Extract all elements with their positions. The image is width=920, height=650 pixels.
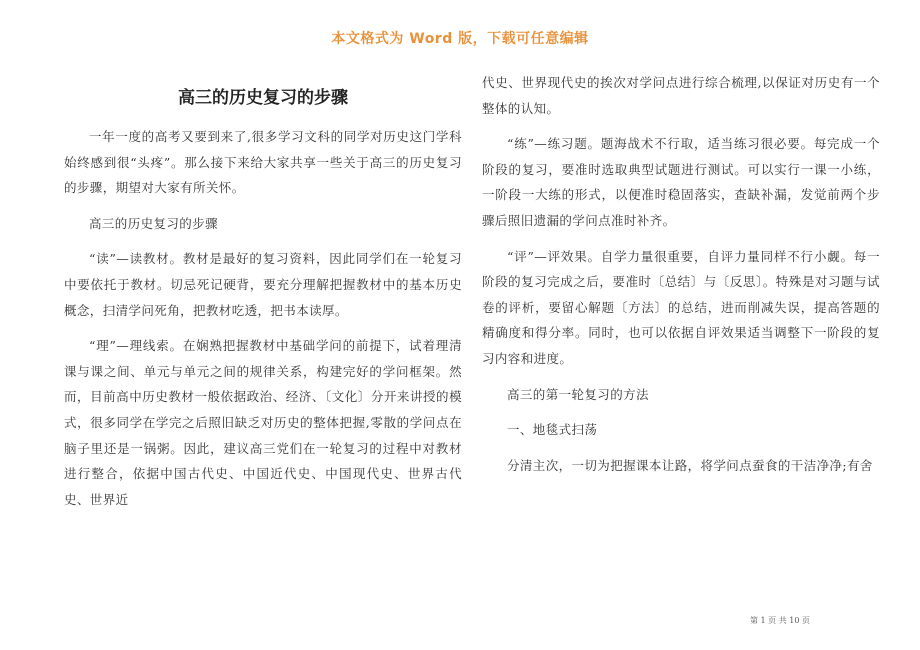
section-heading-steps: 高三的历史复习的步骤 [89, 215, 219, 231]
paragraph-carpet-sweep: 分清主次，一切为把握课本让路，将学问点蚕食的干洁净净;有舍 [507, 457, 873, 473]
page-number: 第 1 页 共 10 页 [750, 616, 810, 625]
paragraph-practice: “练”—练习题。题海战术不行取，适当练习很必要。每完成一个阶段的复习，要准时选取典型试题进行测试。可以实行一课一小练，一阶段一大练的形式，以便准时稳固落实，查缺补漏，发觉前两个步骤后照旧遗漏的学问点准时补齐。 [482, 136, 880, 228]
left-column [64, 70, 462, 512]
right-column [482, 70, 880, 478]
paragraph-organize: “理”—理线索。在娴熟把握教材中基础学问的前提下，试着理清课与课之间、单元与单元之间的规律关系，构建完好的学问框架。然而，目前高中历史教材一般依据政治、经济、〔文化〕分开来讲授的模式，很多同学在学完之后照旧缺乏对历史的整体把握,零散的学问点在脑子里还是一锅粥。因此，建议高三党们在一轮复习的过程中对教材进行整合，依据中国古代史、中国近代史、中国现代史、世界古代史、世界近 [64, 338, 462, 507]
intro-paragraph: 一年一度的高考又要到来了,很多学习文科的同学对历史这门学科始终感到很“头疼”。那么接下来给大家共享一些关于高三的历史复习的步骤，期望对大家有所关怀。 [64, 129, 462, 196]
paragraph-evaluate: “评”—评效果。自学力量很重要，自评力量同样不行小觑。每一阶段的复习完成之后，要准时〔总结〕与〔反思〕。特殊是对习题与试卷的评析，要留心解题〔方法〕的总结，进而削减失误，提高答题的精确度和得分率。同时，也可以依据自评效果适当调整下一阶段的复习内容和进度。 [482, 248, 880, 366]
section-heading-first-round: 高三的第一轮复习的方法 [507, 386, 649, 402]
subheading-carpet-sweep: 一、地毯式扫荡 [507, 422, 598, 438]
document-title: 高三的历史复习的步骤 [178, 88, 348, 108]
paragraph-organize-continued: 代史、世界现代史的挨次对学问点进行综合梳理,以保证对历史有一个整体的认知。 [482, 75, 880, 116]
paragraph-read: “读”—读教材。教材是最好的复习资料，因此同学们在一轮复习中要依托于教材。切忌死记硬背，要充分理解把握教材中的基本历史概念，扫清学问死角，把教材吃透，把书本读厚。 [64, 251, 462, 318]
word-format-banner: 本文格式为 Word 版，下载可任意编辑 [331, 31, 589, 47]
